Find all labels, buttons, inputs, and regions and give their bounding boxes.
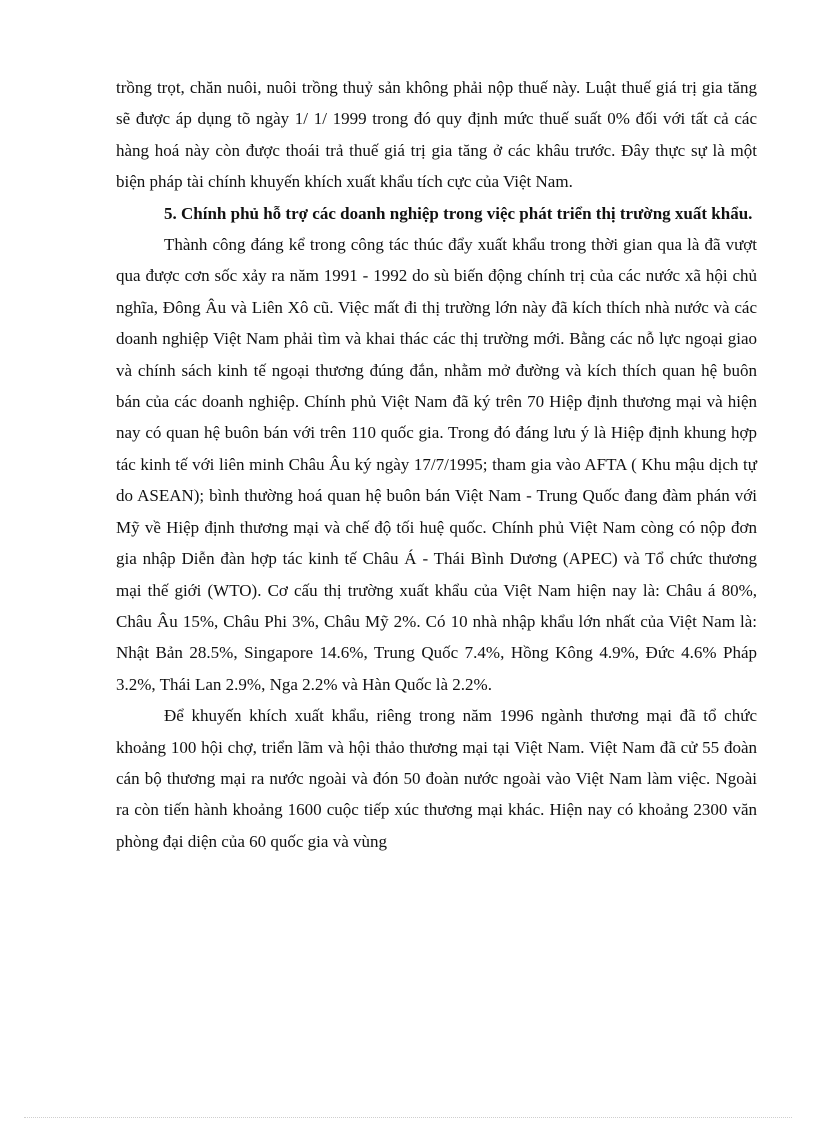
document-body — [116, 72, 757, 857]
section-heading: 5. Chính phủ hỗ trợ các doanh nghiệp trong việc phát triển thị trường xuất khẩu. — [164, 203, 753, 223]
page-bottom-divider — [24, 1117, 792, 1118]
paragraph-export-promotion: Để khuyến khích xuất khẩu, riêng trong năm 1996 ngành thương mại đã tổ chức khoảng 100 hội chợ, triển lãm và hội thảo thương mại tại Việt Nam. Việt Nam đã cử 55 đoàn cán bộ thương mại ra nước ngoài và đón 50 đoàn nước ngoài vào Việt Nam làm việc. Ngoài ra còn tiến hành khoảng 1600 cuộc tiếp xúc thương mại khác. Hiện nay có khoảng 2300 văn phòng đại diện của 60 quốc gia và vùng — [116, 706, 757, 851]
paragraph-market-development: Thành công đáng kể trong công tác thúc đẩy xuất khẩu trong thời gian qua là đã vượt qua được cơn sốc xảy ra năm 1991 - 1992 do sù biến động chính trị của các nước xã hội chủ nghĩa, Đông Âu và Liên Xô cũ. Việc mất đi thị trường lớn này đã kích thích nhà nước và các doanh nghiệp Việt Nam phải tìm và khai thác các thị trường mới. Bằng các nỗ lực ngoại giao và chính sách kinh tế ngoại thương đúng đắn, nhằm mở đường và kích thích quan hệ buôn bán của các doanh nghiệp. Chính phủ Việt Nam đã ký trên 70 Hiệp định thương mại và hiện nay có quan hệ buôn bán với trên 110 quốc gia. Trong đó đáng lưu ý là Hiệp định khung hợp tác kinh tế với liên minh Châu Âu ký ngày 17/7/1995; tham gia vào AFTA ( Khu mậu dịch tự do ASEAN); bình thường hoá quan hệ buôn bán Việt Nam - Trung Quốc đang đàm phán với Mỹ về Hiệp định thương mại và chế độ tối huệ quốc. Chính phủ Việt Nam còng có nộp đơn gia nhập Diễn đàn hợp tác kinh tế Châu Á - Thái Bình Dương (APEC) và Tổ chức thương mại thế giới (WTO). Cơ cấu thị trường xuất khẩu của Việt Nam hiện nay là: Châu á 80%, Châu Âu 15%, Châu Phi 3%, Châu Mỹ 2%. Có 10 nhà nhập khẩu lớn nhất của Việt Nam là: Nhật Bản 28.5%, Singapore 14.6%, Trung Quốc 7.4%, Hồng Kông 4.9%, Đức 4.6% Pháp 3.2%, Thái Lan 2.9%, Nga 2.2% và Hàn Quốc là 2.2%. — [116, 235, 757, 694]
paragraph-continuation: trồng trọt, chăn nuôi, nuôi trồng thuỷ sản không phải nộp thuế này. Luật thuế giá trị gia tăng sẽ được áp dụng tõ ngày 1/ 1/ 1999 trong đó quy định mức thuế suất 0% đối với tất cả các hàng hoá này còn được thoái trả thuế giá trị gia tăng ở các khâu trước. Đây thực sự là một biện pháp tài chính khuyến khích xuất khẩu tích cực của Việt Nam. — [116, 78, 757, 192]
